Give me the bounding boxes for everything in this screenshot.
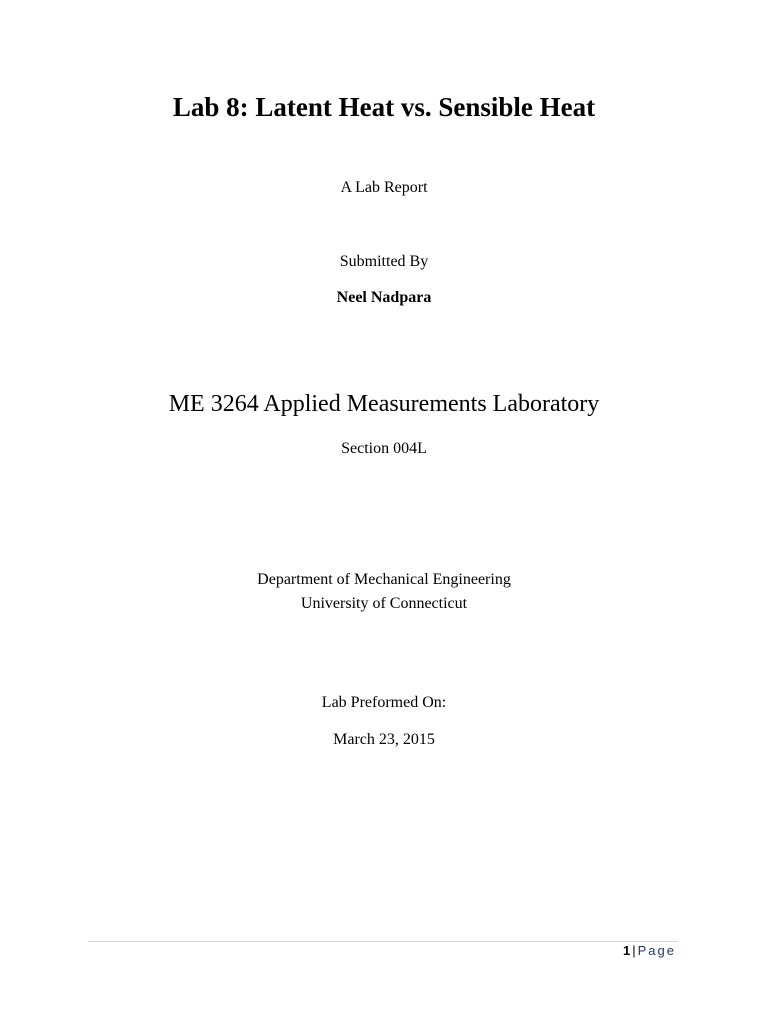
page-footer <box>623 943 676 959</box>
course-name: ME 3264 Applied Measurements Laboratory <box>168 391 600 417</box>
submitted-by-label: Submitted By <box>339 253 429 270</box>
report-title: Lab 8: Latent Heat vs. Sensible Heat <box>172 92 596 122</box>
footer-divider <box>88 941 678 942</box>
footer-separator: | <box>632 943 636 958</box>
performed-on-label: Lab Preformed On: <box>321 694 447 711</box>
course-section: Section 004L <box>341 440 427 457</box>
author-name: Neel Nadpara <box>336 289 432 306</box>
performed-date: March 23, 2015 <box>333 731 435 748</box>
page-word: Page <box>637 943 676 958</box>
report-subtitle: A Lab Report <box>340 179 428 196</box>
university-name: University of Connecticut <box>300 595 468 612</box>
page-number: 1 <box>623 943 631 958</box>
department-name: Department of Mechanical Engineering <box>257 571 511 588</box>
